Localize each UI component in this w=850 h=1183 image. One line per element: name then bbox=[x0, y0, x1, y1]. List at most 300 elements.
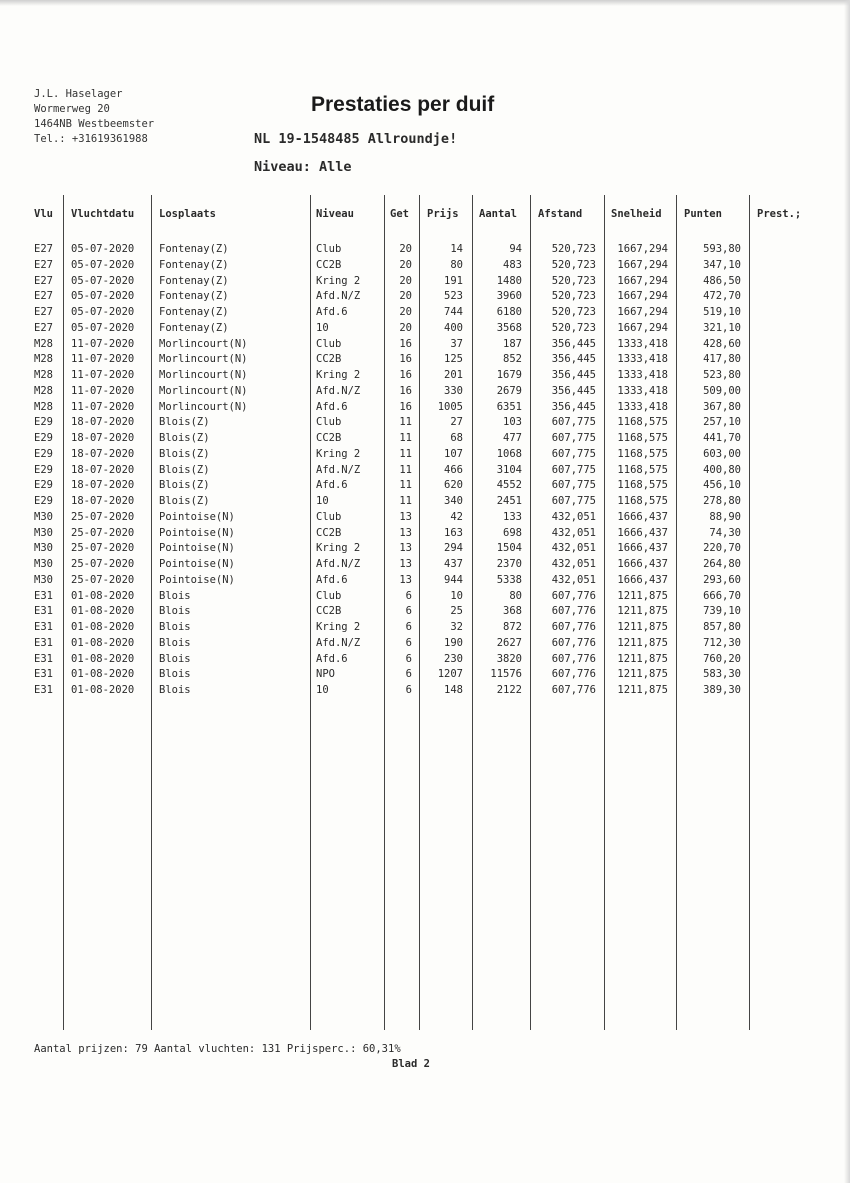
cell-get: 6 bbox=[405, 636, 412, 649]
table-row bbox=[0, 636, 850, 652]
cell-prijs: 148 bbox=[444, 684, 463, 696]
cell-niveau: Kring 2 bbox=[316, 369, 361, 381]
cell-snelheid: 1667,294 bbox=[617, 274, 668, 287]
cell-snelheid: 1333,418 bbox=[617, 384, 668, 397]
table-row bbox=[0, 652, 850, 668]
cell-prijs: 125 bbox=[444, 353, 463, 366]
cell-date: 25-07-2020 bbox=[71, 526, 135, 539]
cell-prijs: 294 bbox=[444, 542, 463, 555]
cell-snelheid: 1666,437 bbox=[617, 558, 668, 570]
cell-get: 20 bbox=[399, 290, 412, 303]
cell-vlu: E31 bbox=[34, 684, 53, 696]
cell-afstand: 607,776 bbox=[551, 605, 596, 618]
cell-snelheid: 1666,437 bbox=[617, 542, 668, 555]
page-number: Blad 2 bbox=[392, 1058, 430, 1070]
cell-aantal: 2122 bbox=[496, 684, 522, 696]
cell-losplaats: Blois bbox=[159, 652, 191, 665]
cell-punten: 278,80 bbox=[703, 495, 741, 507]
cell-losplaats: Fontenay(Z) bbox=[159, 243, 229, 255]
cell-prijs: 107 bbox=[444, 447, 463, 460]
cell-afstand: 520,723 bbox=[551, 258, 596, 271]
cell-niveau: Club bbox=[316, 416, 342, 429]
cell-date: 01-08-2020 bbox=[71, 589, 135, 602]
cell-date: 25-07-2020 bbox=[71, 573, 135, 586]
cell-losplaats: Blois bbox=[159, 684, 191, 696]
cell-get: 11 bbox=[399, 416, 412, 429]
cell-afstand: 432,051 bbox=[551, 510, 596, 523]
cell-losplaats: Blois bbox=[159, 605, 191, 618]
cell-get: 13 bbox=[399, 558, 412, 570]
cell-punten: 456,10 bbox=[703, 479, 741, 492]
cell-losplaats: Blois(Z) bbox=[159, 479, 210, 492]
cell-vlu: E29 bbox=[34, 432, 53, 444]
cell-prijs: 944 bbox=[444, 573, 463, 586]
table-row bbox=[0, 573, 850, 589]
col-header-losplaats: Losplaats bbox=[159, 208, 216, 220]
cell-aantal: 1504 bbox=[496, 542, 522, 555]
cell-prijs: 1207 bbox=[437, 668, 463, 681]
cell-prijs: 330 bbox=[444, 384, 463, 397]
cell-aantal: 368 bbox=[503, 605, 522, 618]
cell-snelheid: 1168,575 bbox=[617, 495, 668, 507]
table-row bbox=[0, 400, 850, 416]
pigeon-ring-number: NL 19-1548485 Allroundje! bbox=[254, 131, 458, 147]
cell-vlu: M30 bbox=[34, 510, 53, 523]
cell-prijs: 37 bbox=[450, 337, 463, 350]
cell-niveau: Afd.N/Z bbox=[316, 636, 361, 649]
sender-street: Wormerweg 20 bbox=[34, 103, 110, 115]
table-row bbox=[0, 415, 850, 431]
niveau-filter-label: Niveau: Alle bbox=[254, 159, 352, 175]
cell-prijs: 191 bbox=[444, 274, 463, 287]
cell-punten: 472,70 bbox=[703, 290, 741, 303]
cell-vlu: M30 bbox=[34, 526, 53, 539]
cell-aantal: 1068 bbox=[496, 447, 522, 460]
table-row bbox=[0, 510, 850, 526]
sender-address bbox=[34, 87, 154, 147]
cell-afstand: 607,776 bbox=[551, 668, 596, 681]
cell-date: 11-07-2020 bbox=[71, 400, 135, 413]
cell-punten: 367,80 bbox=[703, 400, 741, 413]
col-header-niveau: Niveau bbox=[316, 208, 354, 220]
cell-prijs: 1005 bbox=[437, 400, 463, 413]
cell-niveau: Afd.N/Z bbox=[316, 290, 361, 303]
cell-afstand: 356,445 bbox=[551, 353, 596, 366]
cell-get: 13 bbox=[399, 573, 412, 586]
sender-name: J.L. Haselager bbox=[34, 88, 123, 100]
cell-snelheid: 1667,294 bbox=[617, 243, 668, 255]
cell-niveau: Kring 2 bbox=[316, 274, 361, 287]
cell-afstand: 356,445 bbox=[551, 400, 596, 413]
cell-prijs: 437 bbox=[444, 558, 463, 570]
cell-losplaats: Fontenay(Z) bbox=[159, 306, 229, 318]
cell-afstand: 607,776 bbox=[551, 636, 596, 649]
cell-aantal: 2679 bbox=[496, 384, 522, 397]
cell-punten: 519,10 bbox=[703, 306, 741, 318]
cell-afstand: 607,776 bbox=[551, 684, 596, 696]
cell-vlu: E31 bbox=[34, 589, 53, 602]
cell-vlu: M28 bbox=[34, 384, 53, 397]
cell-date: 18-07-2020 bbox=[71, 495, 135, 507]
cell-date: 05-07-2020 bbox=[71, 306, 135, 318]
cell-vlu: M30 bbox=[34, 542, 53, 555]
cell-prijs: 14 bbox=[450, 243, 463, 255]
col-header-vlu: Vlu bbox=[34, 208, 53, 220]
cell-vlu: E27 bbox=[34, 243, 53, 255]
table-row bbox=[0, 494, 850, 510]
cell-snelheid: 1168,575 bbox=[617, 479, 668, 492]
cell-niveau: 10 bbox=[316, 684, 329, 696]
cell-snelheid: 1333,418 bbox=[617, 353, 668, 366]
cell-punten: 739,10 bbox=[703, 605, 741, 618]
cell-aantal: 3104 bbox=[496, 463, 522, 476]
cell-niveau: Afd.6 bbox=[316, 400, 348, 413]
cell-date: 01-08-2020 bbox=[71, 684, 135, 696]
cell-get: 11 bbox=[399, 447, 412, 460]
cell-date: 01-08-2020 bbox=[71, 636, 135, 649]
cell-punten: 417,80 bbox=[703, 353, 741, 366]
cell-losplaats: Morlincourt(N) bbox=[159, 337, 248, 350]
cell-punten: 857,80 bbox=[703, 621, 741, 633]
cell-losplaats: Morlincourt(N) bbox=[159, 384, 248, 397]
cell-losplaats: Blois bbox=[159, 636, 191, 649]
cell-date: 18-07-2020 bbox=[71, 463, 135, 476]
cell-vlu: E29 bbox=[34, 447, 53, 460]
sender-city: 1464NB Westbeemster bbox=[34, 118, 155, 130]
cell-losplaats: Pointoise(N) bbox=[159, 573, 235, 586]
cell-get: 6 bbox=[405, 605, 412, 618]
table-row bbox=[0, 321, 850, 337]
cell-prijs: 163 bbox=[444, 526, 463, 539]
col-header-prestatie: Prest.; bbox=[757, 208, 802, 220]
cell-losplaats: Blois(Z) bbox=[159, 416, 210, 429]
cell-prijs: 340 bbox=[444, 495, 463, 507]
cell-get: 20 bbox=[399, 321, 412, 334]
cell-get: 6 bbox=[405, 589, 412, 602]
cell-niveau: Afd.N/Z bbox=[316, 384, 361, 397]
cell-losplaats: Morlincourt(N) bbox=[159, 353, 248, 366]
cell-prijs: 201 bbox=[444, 369, 463, 381]
cell-punten: 523,80 bbox=[703, 369, 741, 381]
cell-snelheid: 1211,875 bbox=[617, 589, 668, 602]
cell-punten: 428,60 bbox=[703, 337, 741, 350]
cell-niveau: Club bbox=[316, 243, 342, 255]
cell-prijs: 32 bbox=[450, 621, 463, 633]
cell-aantal: 4552 bbox=[496, 479, 522, 492]
cell-vlu: E31 bbox=[34, 636, 53, 649]
cell-prijs: 230 bbox=[444, 652, 463, 665]
cell-afstand: 607,775 bbox=[551, 432, 596, 444]
cell-date: 05-07-2020 bbox=[71, 274, 135, 287]
table-row bbox=[0, 242, 850, 258]
cell-get: 11 bbox=[399, 495, 412, 507]
cell-punten: 603,00 bbox=[703, 447, 741, 460]
cell-losplaats: Blois(Z) bbox=[159, 495, 210, 507]
cell-get: 13 bbox=[399, 526, 412, 539]
cell-afstand: 520,723 bbox=[551, 321, 596, 334]
cell-prijs: 68 bbox=[450, 432, 463, 444]
cell-prijs: 80 bbox=[450, 258, 463, 271]
cell-aantal: 477 bbox=[503, 432, 522, 444]
cell-date: 25-07-2020 bbox=[71, 510, 135, 523]
cell-niveau: Afd.6 bbox=[316, 573, 348, 586]
cell-date: 01-08-2020 bbox=[71, 621, 135, 633]
cell-afstand: 356,445 bbox=[551, 337, 596, 350]
cell-losplaats: Blois bbox=[159, 668, 191, 681]
cell-snelheid: 1666,437 bbox=[617, 510, 668, 523]
cell-aantal: 11576 bbox=[490, 668, 522, 681]
cell-aantal: 1480 bbox=[496, 274, 522, 287]
cell-losplaats: Fontenay(Z) bbox=[159, 321, 229, 334]
cell-snelheid: 1168,575 bbox=[617, 463, 668, 476]
table-row bbox=[0, 463, 850, 479]
cell-punten: 321,10 bbox=[703, 321, 741, 334]
cell-snelheid: 1211,875 bbox=[617, 605, 668, 618]
cell-date: 25-07-2020 bbox=[71, 558, 135, 570]
cell-date: 01-08-2020 bbox=[71, 652, 135, 665]
table-row bbox=[0, 620, 850, 636]
cell-prijs: 523 bbox=[444, 290, 463, 303]
cell-losplaats: Blois(Z) bbox=[159, 447, 210, 460]
cell-aantal: 3568 bbox=[496, 321, 522, 334]
cell-punten: 666,70 bbox=[703, 589, 741, 602]
cell-losplaats: Pointoise(N) bbox=[159, 510, 235, 523]
cell-snelheid: 1211,875 bbox=[617, 652, 668, 665]
cell-losplaats: Blois(Z) bbox=[159, 463, 210, 476]
cell-vlu: E29 bbox=[34, 416, 53, 429]
cell-vlu: E27 bbox=[34, 321, 53, 334]
cell-get: 6 bbox=[405, 668, 412, 681]
cell-prijs: 25 bbox=[450, 605, 463, 618]
cell-date: 11-07-2020 bbox=[71, 369, 135, 381]
cell-afstand: 432,051 bbox=[551, 526, 596, 539]
cell-prijs: 10 bbox=[450, 589, 463, 602]
cell-date: 01-08-2020 bbox=[71, 605, 135, 618]
cell-get: 16 bbox=[399, 337, 412, 350]
cell-get: 16 bbox=[399, 353, 412, 366]
cell-punten: 509,00 bbox=[703, 384, 741, 397]
cell-niveau: CC2B bbox=[316, 353, 342, 366]
cell-prijs: 400 bbox=[444, 321, 463, 334]
cell-date: 18-07-2020 bbox=[71, 432, 135, 444]
cell-afstand: 520,723 bbox=[551, 274, 596, 287]
cell-vlu: E27 bbox=[34, 306, 53, 318]
cell-prijs: 466 bbox=[444, 463, 463, 476]
cell-aantal: 94 bbox=[509, 243, 522, 255]
cell-losplaats: Fontenay(Z) bbox=[159, 274, 229, 287]
cell-date: 11-07-2020 bbox=[71, 353, 135, 366]
cell-aantal: 187 bbox=[503, 337, 522, 350]
cell-prijs: 744 bbox=[444, 306, 463, 318]
cell-vlu: M28 bbox=[34, 400, 53, 413]
cell-snelheid: 1666,437 bbox=[617, 573, 668, 586]
table-row bbox=[0, 337, 850, 353]
cell-date: 01-08-2020 bbox=[71, 668, 135, 681]
table-row bbox=[0, 683, 850, 699]
cell-date: 05-07-2020 bbox=[71, 243, 135, 255]
cell-losplaats: Morlincourt(N) bbox=[159, 369, 248, 381]
cell-snelheid: 1333,418 bbox=[617, 369, 668, 381]
table-row bbox=[0, 289, 850, 305]
cell-snelheid: 1211,875 bbox=[617, 636, 668, 649]
cell-afstand: 432,051 bbox=[551, 542, 596, 555]
cell-get: 20 bbox=[399, 258, 412, 271]
cell-niveau: NPO bbox=[316, 668, 335, 681]
cell-get: 6 bbox=[405, 684, 412, 696]
cell-afstand: 607,775 bbox=[551, 463, 596, 476]
cell-aantal: 3820 bbox=[496, 652, 522, 665]
cell-snelheid: 1168,575 bbox=[617, 432, 668, 444]
cell-date: 18-07-2020 bbox=[71, 416, 135, 429]
cell-prijs: 42 bbox=[450, 510, 463, 523]
cell-punten: 88,90 bbox=[709, 510, 741, 523]
cell-niveau: Club bbox=[316, 589, 342, 602]
cell-vlu: E29 bbox=[34, 479, 53, 492]
cell-aantal: 3960 bbox=[496, 290, 522, 303]
cell-vlu: E31 bbox=[34, 668, 53, 681]
cell-snelheid: 1211,875 bbox=[617, 684, 668, 696]
cell-vlu: M28 bbox=[34, 337, 53, 350]
cell-aantal: 80 bbox=[509, 589, 522, 602]
cell-date: 25-07-2020 bbox=[71, 542, 135, 555]
cell-vlu: E31 bbox=[34, 621, 53, 633]
summary-footer: Aantal prijzen: 79 Aantal vluchten: 131 Prijsperc.: 60,31% bbox=[34, 1043, 401, 1055]
cell-aantal: 852 bbox=[503, 353, 522, 366]
cell-aantal: 133 bbox=[503, 510, 522, 523]
cell-snelheid: 1666,437 bbox=[617, 526, 668, 539]
scan-edge-top bbox=[0, 0, 850, 6]
cell-afstand: 520,723 bbox=[551, 243, 596, 255]
cell-snelheid: 1667,294 bbox=[617, 290, 668, 303]
cell-afstand: 520,723 bbox=[551, 306, 596, 318]
cell-aantal: 483 bbox=[503, 258, 522, 271]
cell-losplaats: Pointoise(N) bbox=[159, 526, 235, 539]
cell-aantal: 1679 bbox=[496, 369, 522, 381]
cell-aantal: 103 bbox=[503, 416, 522, 429]
cell-get: 6 bbox=[405, 621, 412, 633]
cell-losplaats: Fontenay(Z) bbox=[159, 290, 229, 303]
cell-afstand: 432,051 bbox=[551, 558, 596, 570]
table-row bbox=[0, 368, 850, 384]
cell-losplaats: Pointoise(N) bbox=[159, 558, 235, 570]
cell-aantal: 872 bbox=[503, 621, 522, 633]
cell-get: 16 bbox=[399, 400, 412, 413]
cell-punten: 760,20 bbox=[703, 652, 741, 665]
cell-date: 05-07-2020 bbox=[71, 290, 135, 303]
cell-snelheid: 1168,575 bbox=[617, 447, 668, 460]
cell-get: 11 bbox=[399, 432, 412, 444]
cell-punten: 347,10 bbox=[703, 258, 741, 271]
cell-niveau: Afd.N/Z bbox=[316, 558, 361, 570]
cell-get: 16 bbox=[399, 369, 412, 381]
cell-punten: 257,10 bbox=[703, 416, 741, 429]
cell-get: 11 bbox=[399, 463, 412, 476]
cell-aantal: 6180 bbox=[496, 306, 522, 318]
cell-punten: 486,50 bbox=[703, 274, 741, 287]
cell-vlu: E29 bbox=[34, 463, 53, 476]
table-row bbox=[0, 352, 850, 368]
cell-vlu: M30 bbox=[34, 573, 53, 586]
cell-afstand: 607,775 bbox=[551, 495, 596, 507]
cell-losplaats: Fontenay(Z) bbox=[159, 258, 229, 271]
cell-vlu: E29 bbox=[34, 495, 53, 507]
cell-punten: 400,80 bbox=[703, 463, 741, 476]
cell-niveau: 10 bbox=[316, 321, 329, 334]
cell-niveau: Afd.6 bbox=[316, 306, 348, 318]
table-row bbox=[0, 384, 850, 400]
cell-punten: 583,30 bbox=[703, 668, 741, 681]
cell-date: 05-07-2020 bbox=[71, 321, 135, 334]
cell-punten: 220,70 bbox=[703, 542, 741, 555]
cell-afstand: 356,445 bbox=[551, 369, 596, 381]
cell-vlu: E31 bbox=[34, 652, 53, 665]
table-row bbox=[0, 478, 850, 494]
cell-afstand: 607,776 bbox=[551, 652, 596, 665]
col-header-punten: Punten bbox=[684, 208, 722, 220]
cell-vlu: E27 bbox=[34, 290, 53, 303]
cell-losplaats: Blois bbox=[159, 589, 191, 602]
cell-niveau: Kring 2 bbox=[316, 542, 361, 555]
cell-prijs: 190 bbox=[444, 636, 463, 649]
cell-prijs: 620 bbox=[444, 479, 463, 492]
cell-punten: 389,30 bbox=[703, 684, 741, 696]
cell-get: 11 bbox=[399, 479, 412, 492]
cell-aantal: 2451 bbox=[496, 495, 522, 507]
cell-aantal: 2627 bbox=[496, 636, 522, 649]
table-row bbox=[0, 305, 850, 321]
cell-get: 13 bbox=[399, 542, 412, 555]
table-row bbox=[0, 258, 850, 274]
cell-niveau: 10 bbox=[316, 495, 329, 507]
sender-phone: Tel.: +31619361988 bbox=[34, 133, 148, 145]
cell-get: 20 bbox=[399, 243, 412, 255]
cell-prijs: 27 bbox=[450, 416, 463, 429]
cell-niveau: Afd.6 bbox=[316, 652, 348, 665]
cell-date: 18-07-2020 bbox=[71, 479, 135, 492]
cell-snelheid: 1667,294 bbox=[617, 258, 668, 271]
cell-punten: 293,60 bbox=[703, 573, 741, 586]
col-header-aantal: Aantal bbox=[479, 208, 517, 220]
col-header-vluchtdatum: Vluchtdatu bbox=[71, 208, 135, 220]
cell-punten: 74,30 bbox=[709, 526, 741, 539]
cell-vlu: M30 bbox=[34, 558, 53, 570]
cell-afstand: 607,775 bbox=[551, 416, 596, 429]
col-header-prijs: Prijs bbox=[427, 208, 459, 220]
cell-punten: 712,30 bbox=[703, 636, 741, 649]
cell-date: 11-07-2020 bbox=[71, 337, 135, 350]
table-row bbox=[0, 431, 850, 447]
table-row bbox=[0, 557, 850, 573]
cell-afstand: 607,776 bbox=[551, 621, 596, 633]
cell-punten: 593,80 bbox=[703, 243, 741, 255]
cell-get: 20 bbox=[399, 274, 412, 287]
cell-afstand: 607,776 bbox=[551, 589, 596, 602]
col-header-get: Get bbox=[390, 208, 409, 220]
cell-snelheid: 1667,294 bbox=[617, 321, 668, 334]
cell-get: 13 bbox=[399, 510, 412, 523]
cell-vlu: E27 bbox=[34, 258, 53, 271]
cell-losplaats: Pointoise(N) bbox=[159, 542, 235, 555]
cell-snelheid: 1211,875 bbox=[617, 621, 668, 633]
cell-afstand: 520,723 bbox=[551, 290, 596, 303]
table-row bbox=[0, 589, 850, 605]
cell-niveau: Club bbox=[316, 510, 342, 523]
cell-vlu: M28 bbox=[34, 369, 53, 381]
cell-niveau: Kring 2 bbox=[316, 447, 361, 460]
cell-punten: 264,80 bbox=[703, 558, 741, 570]
cell-vlu: E27 bbox=[34, 274, 53, 287]
cell-aantal: 6351 bbox=[496, 400, 522, 413]
